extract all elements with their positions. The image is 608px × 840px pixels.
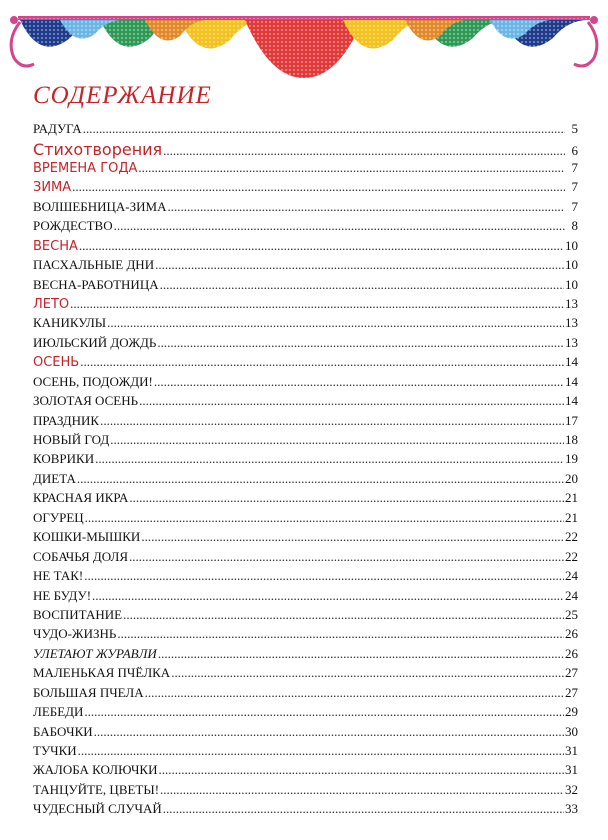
toc-entry[interactable] xyxy=(33,335,578,354)
toc-leader-dots xyxy=(167,199,565,215)
toc-leader-dots xyxy=(160,277,564,293)
toc-leader-dots xyxy=(139,393,564,409)
toc-page-number: 26 xyxy=(565,626,578,642)
toc-leader-dots xyxy=(70,296,564,312)
toc-leader-dots xyxy=(80,354,564,370)
toc-entry[interactable] xyxy=(33,218,578,237)
toc-page-number: 6 xyxy=(571,143,578,159)
toc-leader-dots xyxy=(72,179,565,195)
toc-page-number: 31 xyxy=(565,762,578,778)
toc-entry[interactable] xyxy=(33,393,578,412)
toc-leader-dots xyxy=(110,432,564,448)
toc-page-number: 19 xyxy=(565,451,578,467)
toc-entry-label: ПАСХАЛЬНЫЕ ДНИ xyxy=(33,257,155,273)
toc-leader-dots xyxy=(158,646,564,662)
toc-entry-label: Стихотворения xyxy=(33,140,163,160)
toc-entry[interactable] xyxy=(33,510,578,529)
toc-page-number: 25 xyxy=(565,606,578,622)
toc-entry-label: БОЛЬШАЯ ПЧЕЛА xyxy=(33,684,144,700)
toc-leader-dots xyxy=(84,568,564,584)
toc-leader-dots xyxy=(117,626,564,642)
toc-entry[interactable] xyxy=(33,315,578,334)
toc-leader-dots xyxy=(155,257,564,273)
toc-page-number: 7 xyxy=(571,159,578,175)
toc-page-number: 5 xyxy=(571,121,578,136)
toc-leader-dots xyxy=(92,588,564,604)
toc-entry-label: ОСЕНЬ xyxy=(33,355,80,371)
toc-leader-dots xyxy=(83,121,565,137)
toc-entry-label: ИЮЛЬСКИЙ ДОЖДЬ xyxy=(33,334,157,350)
toc-leader-dots xyxy=(95,451,564,467)
toc-leader-dots xyxy=(163,143,565,159)
toc-page-number: 24 xyxy=(565,587,578,603)
toc-page-number: 21 xyxy=(565,490,578,506)
toc-entry[interactable] xyxy=(33,451,578,470)
toc-page-number: 33 xyxy=(565,801,578,817)
toc-entry[interactable] xyxy=(33,607,578,626)
toc-entry-label: БАБОЧКИ xyxy=(33,723,93,739)
toc-entry-label: СОБАЧЬЯ ДОЛЯ xyxy=(33,548,129,564)
toc-entry-label: НЕ ТАК! xyxy=(33,568,84,584)
toc-entry-label: ВОСПИТАНИЕ xyxy=(33,606,123,622)
toc-entry-label: ВОЛШЕБНИЦА-ЗИМА xyxy=(33,198,167,214)
decorative-banner xyxy=(0,0,608,86)
toc-entry[interactable] xyxy=(33,724,578,743)
toc-entry[interactable] xyxy=(33,140,578,159)
toc-page-number: 31 xyxy=(565,743,578,758)
toc-page-number: 14 xyxy=(565,393,578,409)
toc-entry-label: ЧУДЕСНЫЙ СЛУЧАЙ xyxy=(33,801,162,817)
toc-page-number: 29 xyxy=(565,704,578,720)
toc-page-number: 22 xyxy=(565,529,578,545)
toc-entry[interactable] xyxy=(33,160,578,179)
toc-page-number: 14 xyxy=(565,373,578,389)
toc-entry[interactable] xyxy=(33,296,578,315)
toc-leader-dots xyxy=(94,724,564,740)
toc-leader-dots xyxy=(158,762,564,778)
toc-entry[interactable] xyxy=(33,121,578,140)
toc-leader-dots xyxy=(138,160,565,176)
toc-entry-label: ЧУДО-ЖИЗНЬ xyxy=(33,626,117,642)
toc-entry[interactable] xyxy=(33,626,578,645)
toc-entry-label: КОВРИКИ xyxy=(33,451,95,467)
toc-entry-label: КРАСНАЯ ИКРА xyxy=(33,490,129,506)
toc-page-number: 27 xyxy=(565,684,578,700)
toc-leader-dots xyxy=(77,471,564,487)
toc-entry-label: ОСЕНЬ, ПОДОЖДИ! xyxy=(33,373,153,389)
toc-entry[interactable] xyxy=(33,549,578,568)
toc-entry[interactable] xyxy=(33,354,578,373)
toc-page-number: 8 xyxy=(571,218,578,234)
toc-page-number: 10 xyxy=(565,237,578,253)
toc-page-number: 10 xyxy=(565,276,578,292)
toc-page-number: 7 xyxy=(571,198,578,214)
toc-leader-dots xyxy=(163,801,564,817)
toc-leader-dots xyxy=(79,238,564,254)
toc-entry-label: РАДУГА xyxy=(33,121,82,136)
toc-entry-label: ЗИМА xyxy=(33,180,72,196)
toc-page-number: 30 xyxy=(565,723,578,739)
toc-leader-dots xyxy=(84,704,564,720)
toc-leader-dots xyxy=(157,335,564,351)
toc-entry-label: ТУЧКИ xyxy=(33,743,77,758)
toc-page-number: 24 xyxy=(565,568,578,584)
toc-entry-label: ЗОЛОТАЯ ОСЕНЬ xyxy=(33,393,139,409)
toc-entry[interactable] xyxy=(33,646,578,665)
toc-entry[interactable] xyxy=(33,374,578,393)
toc-leader-dots xyxy=(85,510,564,526)
table-of-contents xyxy=(33,121,578,821)
toc-leader-dots xyxy=(129,549,564,565)
toc-entry[interactable] xyxy=(33,199,578,218)
toc-page-number: 13 xyxy=(565,315,578,331)
toc-leader-dots xyxy=(145,685,564,701)
toc-page-number: 26 xyxy=(565,645,578,661)
toc-leader-dots xyxy=(154,374,564,390)
toc-entry-label: ЖАЛОБА КОЛЮЧКИ xyxy=(33,762,158,778)
toc-page-number: 10 xyxy=(565,257,578,273)
toc-entry-label: ЛЕТО xyxy=(33,296,70,312)
toc-entry-label: ЛЕБЕДИ xyxy=(33,704,84,720)
toc-entry-label: ВРЕМЕНА ГОДА xyxy=(33,160,138,176)
toc-page-number: 20 xyxy=(565,470,578,486)
toc-entry-label: РОЖДЕСТВО xyxy=(33,218,113,234)
toc-leader-dots xyxy=(160,782,564,798)
toc-leader-dots xyxy=(114,218,565,234)
toc-entry[interactable] xyxy=(33,490,578,509)
toc-page-number: 14 xyxy=(565,354,578,370)
toc-entry-label: ДИЕТА xyxy=(33,470,76,486)
toc-entry-label: ОГУРЕЦ xyxy=(33,509,84,525)
toc-entry[interactable] xyxy=(33,801,578,820)
toc-page-number: 18 xyxy=(565,432,578,447)
toc-entry[interactable] xyxy=(33,762,578,781)
toc-page-number: 21 xyxy=(565,509,578,525)
toc-page-number: 27 xyxy=(565,665,578,681)
toc-leader-dots xyxy=(107,315,564,331)
toc-entry-label: ТАНЦУЙТЕ, ЦВЕТЫ! xyxy=(33,781,160,797)
toc-leader-dots xyxy=(171,665,564,681)
toc-page-number: 13 xyxy=(565,334,578,350)
toc-leader-dots xyxy=(100,413,564,429)
toc-page-number: 32 xyxy=(565,781,578,797)
toc-entry[interactable] xyxy=(33,685,578,704)
toc-entry[interactable] xyxy=(33,782,578,801)
toc-entry[interactable] xyxy=(33,665,578,684)
toc-page-number: 13 xyxy=(565,295,578,311)
toc-entry[interactable] xyxy=(33,704,578,723)
toc-leader-dots xyxy=(141,529,564,545)
toc-leader-dots xyxy=(129,490,564,506)
toc-entry[interactable] xyxy=(33,529,578,548)
toc-entry[interactable] xyxy=(33,432,578,451)
toc-entry-label: НОВЫЙ ГОД xyxy=(33,432,110,447)
toc-leader-dots xyxy=(123,607,564,623)
toc-entry[interactable] xyxy=(33,257,578,276)
page-title: СОДЕРЖАНИЕ xyxy=(33,82,212,109)
toc-entry[interactable] xyxy=(33,277,578,296)
toc-entry-label: ВЕСНА-РАБОТНИЦА xyxy=(33,276,159,292)
toc-entry-label: ВЕСНА xyxy=(33,238,78,254)
toc-entry[interactable] xyxy=(33,743,578,762)
toc-leader-dots xyxy=(78,743,564,759)
toc-page-number: 7 xyxy=(571,179,578,195)
toc-entry[interactable] xyxy=(33,588,578,607)
toc-entry-label: НЕ БУДУ! xyxy=(33,587,92,603)
toc-entry-label: КОШКИ-МЫШКИ xyxy=(33,529,141,545)
toc-entry-label: МАЛЕНЬКАЯ ПЧЁЛКА xyxy=(33,665,171,681)
toc-page-number: 17 xyxy=(565,412,578,428)
toc-entry[interactable] xyxy=(33,238,578,257)
toc-entry[interactable] xyxy=(33,413,578,432)
toc-entry[interactable] xyxy=(33,568,578,587)
toc-entry[interactable] xyxy=(33,471,578,490)
toc-entry-label: КАНИКУЛЫ xyxy=(33,315,107,331)
toc-entry-label: УЛЕТАЮТ ЖУРАВЛИ xyxy=(33,645,157,661)
toc-entry[interactable] xyxy=(33,179,578,198)
toc-entry-label: ПРАЗДНИК xyxy=(33,412,100,428)
toc-page-number: 22 xyxy=(565,548,578,564)
